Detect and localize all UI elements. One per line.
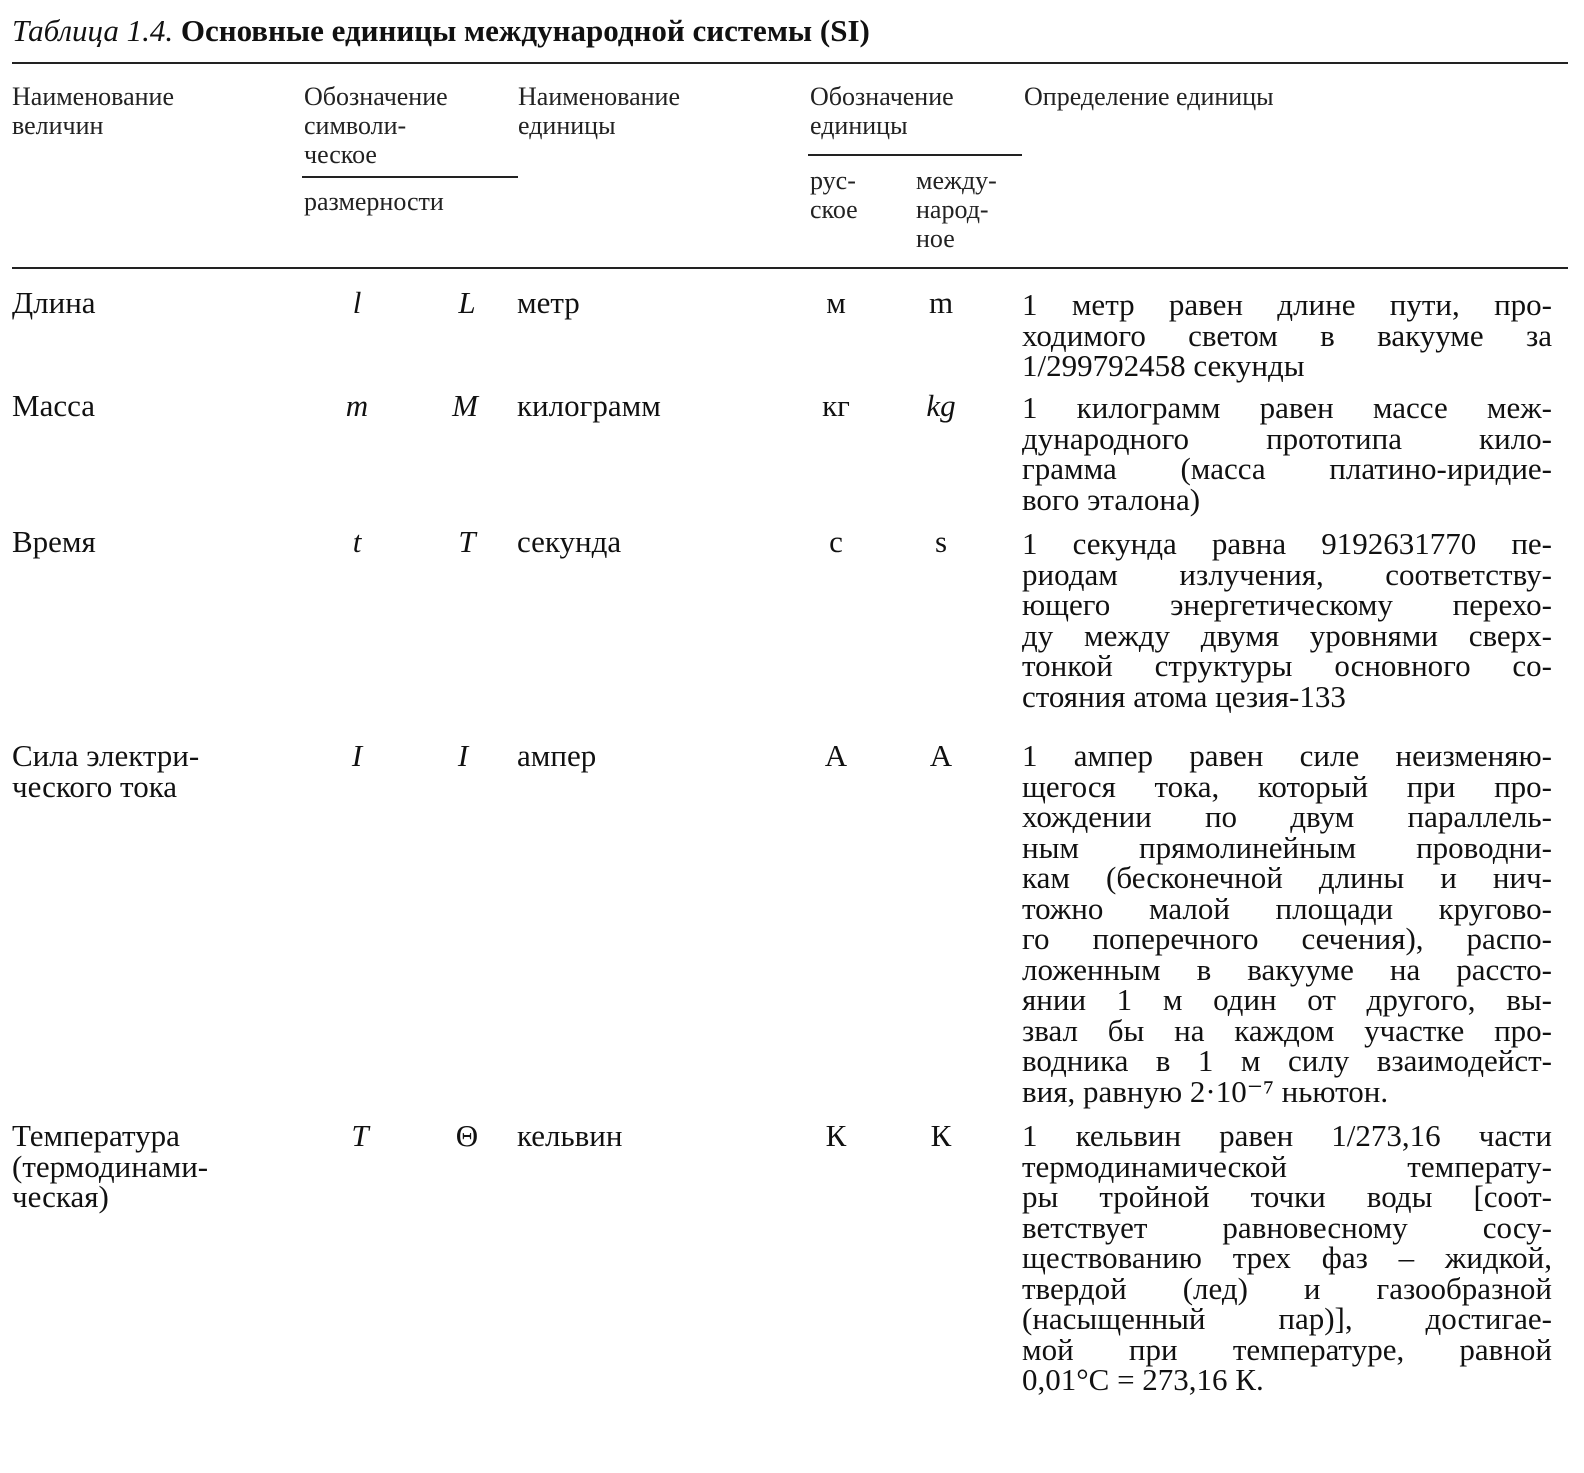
dimension-symbol: T <box>458 524 476 559</box>
quantity-symbol: m <box>345 388 369 423</box>
unit-ru: с <box>829 524 843 559</box>
unit-int: kg <box>926 388 956 423</box>
designation-subrule <box>302 176 518 178</box>
unit-name: секунда <box>517 524 622 559</box>
unit-definition: 1 секунда равна 9192631770 пе- риодам излучения, соответству- ющего энергетическому перехо- ду между двумя уровнями сверх- тонкой структуры основного со- стояния атома цезия-133 <box>1022 526 1552 714</box>
quantity-symbol: t <box>352 524 362 559</box>
unit-name: метр <box>517 285 580 320</box>
dimension-symbol: L <box>458 285 476 320</box>
unit-definition: 1 метр равен длине пути, про- ходимого светом в вакууме за 1/299792458 секунды <box>1022 287 1552 383</box>
dimension-symbol: Θ <box>455 1118 479 1153</box>
header-unit-ru: рус- ское <box>810 166 858 224</box>
unit-int: s <box>934 524 948 559</box>
unit-int: А <box>929 738 953 773</box>
unit-name: килограмм <box>517 388 661 423</box>
header-bottom-rule <box>12 267 1568 269</box>
unit-ru: кг <box>822 388 850 423</box>
quantity-symbol: I <box>351 738 363 773</box>
table-caption <box>12 12 870 50</box>
unit-ru: К <box>825 1118 847 1153</box>
header-unit-name: Наименование единицы <box>518 82 680 140</box>
header-unit-int: между- народ- ное <box>916 166 997 253</box>
quantity-symbol: l <box>352 285 362 320</box>
quantity-name: Температура (термодинами- ческая) <box>12 1118 209 1214</box>
unit-definition: 1 килограмм равен массе меж- дународного прототипа кило- грамма (масса платино-иридие- вого эталона) <box>1022 390 1552 517</box>
dimension-symbol: M <box>452 388 478 423</box>
header-dimension: размерности <box>304 187 444 216</box>
top-rule <box>12 62 1568 64</box>
unit-name: ампер <box>517 738 597 773</box>
unit-name: кельвин <box>517 1118 623 1153</box>
header-quantity-name: Наименование величин <box>12 82 174 140</box>
quantity-name: Масса <box>12 388 95 423</box>
unit-definition: 1 кельвин равен 1/273,16 части термодинамической температу- ры тройной точки воды [соот- ветствует равновесному сосу- ществованию трех фаз – жидкой, твердой (лед) и газообразной (насыщенный пар)], достигае- мой при температуре, равной 0,01°С = 273,16 К. <box>1022 1118 1552 1397</box>
unit-designation-subrule <box>808 154 1022 156</box>
dimension-symbol: I <box>457 738 469 773</box>
quantity-symbol: T <box>351 1118 369 1153</box>
caption-title: Основные единицы международной системы (SI) <box>180 13 870 48</box>
quantity-name: Сила электри- ческого тока <box>12 738 200 804</box>
unit-int: К <box>930 1118 952 1153</box>
unit-ru: А <box>824 738 848 773</box>
header-designation: Обозначение символи- ческое <box>304 82 448 169</box>
quantity-name: Длина <box>12 285 96 320</box>
caption-label: Таблица 1.4. <box>12 13 174 48</box>
header-definition: Определение единицы <box>1024 82 1274 111</box>
unit-definition: 1 ампер равен силе неизменяю- щегося тока, который при про- хождении по двум параллель- ным прямолинейным проводни- кам (бесконечной длины и нич- тожно малой площади кругово- го поперечного сечения), распо- ложенным в вакууме на рассто- янии 1 м один от другого, вы- звал бы на каждом участке про- водника в 1 м силу взаимодейст- вия, равную 2·10⁻⁷ ньютон. <box>1022 738 1552 1109</box>
unit-ru: м <box>826 285 846 320</box>
quantity-name: Время <box>12 524 96 559</box>
unit-int: m <box>928 285 954 320</box>
header-unit-designation: Обозначение единицы <box>810 82 954 140</box>
